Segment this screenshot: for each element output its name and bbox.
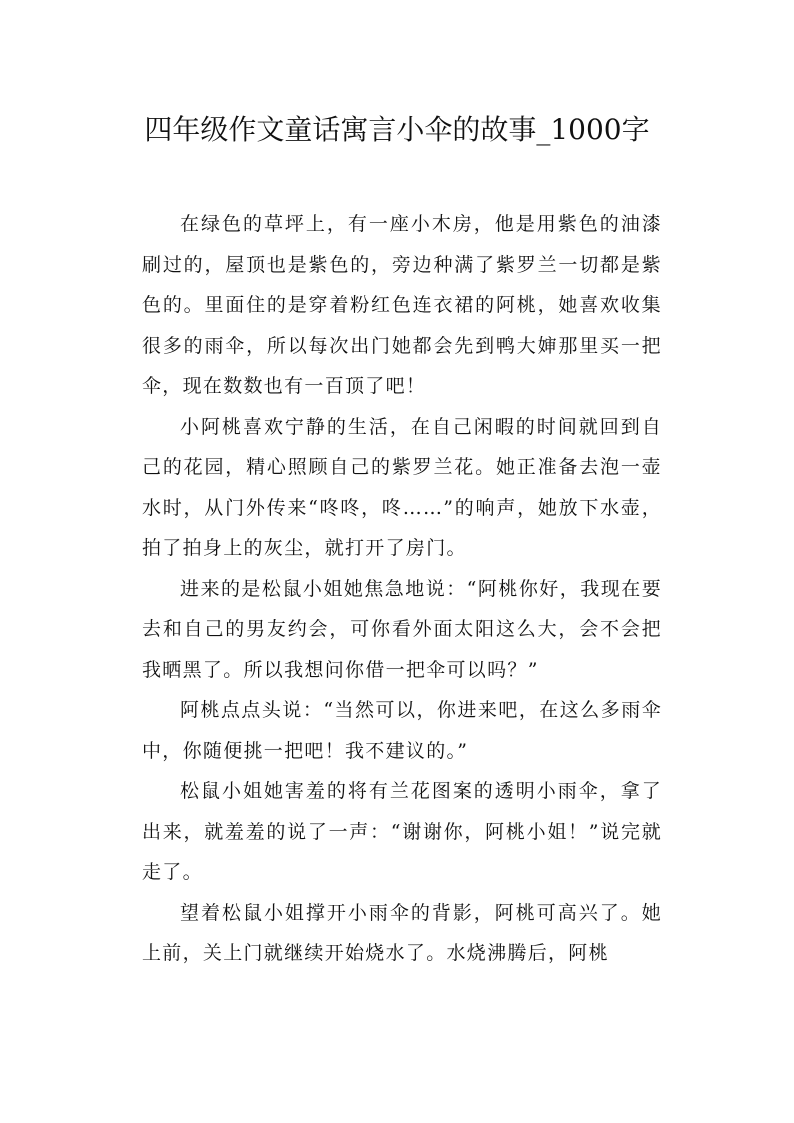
- paragraph-5: 松鼠小姐她害羞的将有兰花图案的透明小雨伞，拿了出来，就羞羞的说了一声：“谢谢你，阿桃小姐！”说完就走了。: [142, 780, 662, 883]
- paragraph-3: 进来的是松鼠小姐她焦急地说：“阿桃你好，我现在要去和自己的男友约会，可你看外面太阳这么大，会不会把我晒黑了。所以我想问你借一把伞可以吗？”: [142, 577, 662, 681]
- paragraph-4: 阿桃点点头说：“当然可以，你进来吧，在这么多雨伞中，你随便挑一把吧！我不建议的。”: [142, 699, 662, 762]
- paragraph-2: 小阿桃喜欢宁静的生活，在自己闲暇的时间就回到自己的花园，精心照顾自己的紫罗兰花。她正准备去泡一壶水时，从门外传来“咚咚，咚……”的响声，她放下水壶，拍了拍身上的灰尘，就打开了房门。: [142, 415, 662, 559]
- paragraph-1: 在绿色的草坪上，有一座小木房，他是用紫色的油漆刷过的，屋顶也是紫色的，旁边种满了紫罗兰一切都是紫色的。里面住的是穿着粉红色连衣裙的阿桃，她喜欢收集很多的雨伞，所以每次出门她都会先到鸭大婶那里买一把伞，现在数数也有一百顶了吧！: [142, 213, 662, 397]
- document-title: 四年级作文童话寓言小伞的故事_1000字: [144, 113, 650, 146]
- document-body: [142, 204, 662, 974]
- paragraph-6: 望着松鼠小姐撑开小雨伞的背影，阿桃可高兴了。她上前，关上门就继续开始烧水了。水烧沸腾后，阿桃: [142, 901, 662, 964]
